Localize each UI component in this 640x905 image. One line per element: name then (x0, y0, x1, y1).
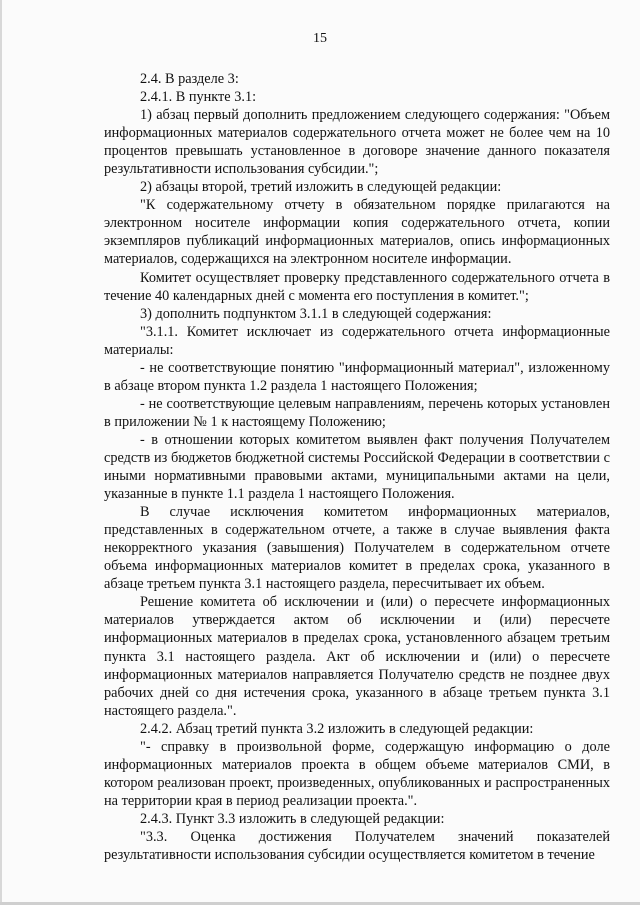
paragraph: 2) абзацы второй, третий изложить в следующей редакции: (140, 179, 502, 196)
paragraph: "- справку в произвольной форме, содержащую информацию о доле информационных материалов проекта в общем объеме материалов СМИ, в котором реализован проект, произведенных, опубликованных и распространенных на территории края в период реализации проекта.". (104, 738, 610, 809)
paragraph: 2.4.2. Абзац третий пункта 3.2 изложить в следующей редакции: (140, 720, 534, 737)
paragraph: 2.4. В разделе 3: (140, 71, 239, 87)
paragraph: - не соответствующие целевым направлениям, перечень которых установлен в приложении № 1 к настоящему Положению; (104, 395, 610, 430)
paragraph: "3.1.1. Комитет исключает из содержательного отчета информационные материалы: (104, 323, 610, 358)
paragraph: "3.3. Оценка достижения Получателем значений показателей результативности использования субсидии осуществляется комитетом в течение (104, 828, 610, 864)
paragraph: 3) дополнить подпунктом 3.1.1 в следующей содержания: (140, 305, 492, 322)
paragraph: 2.4.1. В пункте 3.1: (140, 89, 257, 106)
paragraph: Решение комитета об исключении и (или) о пересчете информационных материалов утверждается актом об исключении и (или) пересчете информационных материалов в пределах срока, установленного абзацем третьим пункта 3.1 настоящего раздела. Акт об исключении и (или) о пересчете информационных материалов направляется Получателю средств не позднее двух рабочих дней со дня истечения срока, указанного в абзаце третьем пункта 3.1 настоящего раздела.". (104, 594, 610, 719)
paragraph: 2.4.3. Пункт 3.3 изложить в следующей редакции: (140, 810, 445, 827)
paragraph: - в отношении которых комитетом выявлен факт получения Получателем средств из бюджетов бюджетной системы Российской Федерации в соответствии с иными нормативными правовыми актами, муниципальными актами на цели, указанные в пункте 1.1 раздела 1 настоящего Положения. (104, 431, 610, 503)
scan-left-edge (0, 0, 2, 905)
paragraph: Комитет осуществляет проверку представленного содержательного отчета в течение 40 календарных дней с момента его поступления в комитет."; (104, 269, 610, 304)
page-number: 15 (313, 31, 327, 46)
paragraph: - не соответствующие понятию "информационный материал", изложенному в абзаце втором пункта 1.2 раздела 1 настоящего Положения; (104, 359, 610, 394)
document-body (104, 70, 610, 864)
paragraph: 1) абзац первый дополнить предложением следующего содержания: "Объем информационных материалов содержательного отчета может не более чем на 10 процентов превышать установленное в договоре значение данного показателя результативности использования субсидии."; (104, 107, 610, 178)
paragraph: В случае исключения комитетом информационных материалов, представленных в содержательном отчете, а также в случае выявления факта некорректного указания (завышения) Получателем в содержательном отчете объема информационных материалов комитет в пределах срока, указанного в абзаце третьем пункта 3.1 настоящего раздела, пересчитывает их объем. (104, 504, 610, 593)
paragraph: "К содержательному отчету в обязательном порядке прилагаются на электронном носителе информации копия содержательного отчета, копии экземпляров публикаций информационных материалов, опись информационных материалов, содержащихся на электронном носителе информации. (104, 197, 610, 268)
